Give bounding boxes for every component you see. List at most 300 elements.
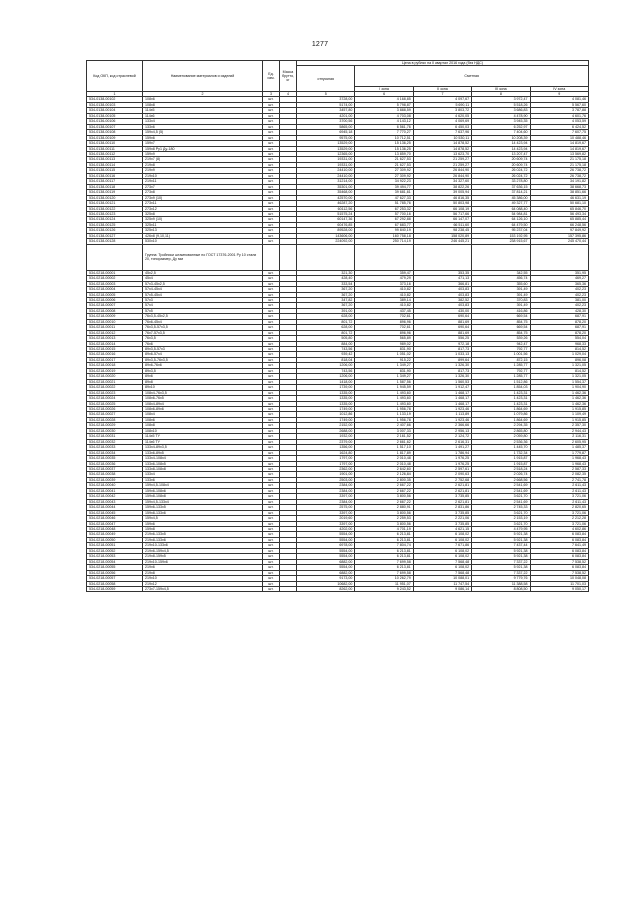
zone2-price-cell: 2 090,63: [413, 472, 471, 477]
unit-cell: шт.: [263, 445, 280, 450]
zone4-price-cell: 3 721,06: [530, 521, 588, 526]
unit-cell: шт.: [263, 450, 280, 455]
zone1-price-cell: 27 309,92: [355, 173, 413, 178]
zone2-price-cell: 1 976,25: [413, 456, 471, 461]
code-cell: 534-0218-00001: [87, 270, 143, 275]
unit-cell: шт.: [263, 336, 280, 341]
zone4-price-cell: 3 721,06: [530, 494, 588, 499]
zone3-price-cell: 3 621,70: [472, 494, 530, 499]
zone1-price-cell: 2 880,91: [355, 505, 413, 510]
zone4-price-cell: 1 968,43: [530, 456, 588, 461]
zone2-price-cell: 403,83: [413, 292, 471, 297]
zone2-price-cell: 690,64: [413, 314, 471, 319]
unit-cell: шт.: [263, 439, 280, 444]
unit-cell: шт.: [263, 102, 280, 107]
zone4-price-cell: 365,36: [530, 281, 588, 286]
code-cell: 534-0218-00012: [87, 330, 143, 335]
zone1-price-cell: 1 051,02: [355, 352, 413, 357]
zone2-price-cell: 14 878,52: [413, 146, 471, 151]
code-cell: 534-0218-00033: [87, 445, 143, 450]
zone1-price-cell: 2 407,66: [355, 423, 413, 428]
zone1-price-cell: 915,22: [355, 357, 413, 362]
zone3-price-cell: 391,49: [472, 292, 530, 297]
zone1-price-cell: 21 627,53: [355, 157, 413, 162]
zone2-price-cell: 14 878,52: [413, 141, 471, 146]
zone3-price-cell: 792,77: [472, 368, 530, 373]
release-price-cell: 8262,00: [297, 586, 355, 591]
unit-cell: шт.: [263, 537, 280, 542]
zone1-price-cell: 51 785,76: [355, 201, 413, 206]
zone1-price-cell: 1 945,59: [355, 385, 413, 390]
zone2-price-cell: 7 671,86: [413, 543, 471, 548]
zone4-price-cell: 1 968,43: [530, 461, 588, 466]
zone1-price-cell: 410,82: [355, 287, 413, 292]
zone1-price-cell: 7 699,58: [355, 570, 413, 575]
unit-cell: шт.: [263, 570, 280, 575]
unit-cell: шт.: [263, 401, 280, 406]
zone2-price-cell: 4 069,69: [413, 119, 471, 124]
zone3-price-cell: 5 921,38: [472, 554, 530, 559]
zone2-price-cell: 66 511,60: [413, 222, 471, 227]
zone2-price-cell: 4 620,05: [413, 113, 471, 118]
zone1-price-cell: 2 667,22: [355, 488, 413, 493]
zone1-price-cell: 6 561,76: [355, 124, 413, 129]
code-cell: 534-0218-00004: [87, 287, 143, 292]
zone1-price-cell: 1 817,89: [355, 450, 413, 455]
release-price-cell: 818,04: [297, 357, 355, 362]
zone2-price-cell: 11 747,54: [413, 581, 471, 586]
zone3-price-cell: 1 915,87: [472, 456, 530, 461]
code-cell: 534-0138-00120: [87, 195, 143, 200]
zone4-price-cell: 7 607,75: [530, 130, 588, 135]
release-price-cell: 1932,00: [297, 434, 355, 439]
zone4-price-cell: 381,00: [530, 297, 588, 302]
zone3-price-cell: 391,49: [472, 287, 530, 292]
unit-cell: шт.: [263, 428, 280, 433]
name-cell: 114x6: [143, 113, 263, 118]
zone2-price-cell: 403,83: [413, 287, 471, 292]
zone3-price-cell: 854,75: [472, 330, 530, 335]
name-cell: 219x8: [143, 162, 263, 167]
zone4-price-cell: 402,23: [530, 287, 588, 292]
name-cell: 76x7-57x3,5: [143, 330, 263, 335]
code-cell: 534-0138-00128: [87, 239, 143, 244]
zone2-price-cell: 972,18: [413, 341, 471, 346]
price-table-sheet: [86, 60, 589, 592]
name-cell: 89x6-57x4: [143, 352, 263, 357]
zone2-price-cell: 38 822,26: [413, 184, 471, 189]
price-table: [86, 60, 589, 592]
name-cell: 57x5: [143, 308, 263, 313]
zone4-price-cell: 878,20: [530, 330, 588, 335]
name-cell: 108x4: [143, 412, 263, 417]
zone4-price-cell: 245 470,44: [530, 239, 588, 244]
col-number: 3: [263, 92, 280, 97]
zone4-price-cell: 896,08: [530, 357, 588, 362]
zone2-price-cell: 690,64: [413, 325, 471, 330]
zone4-price-cell: 7 641,49: [530, 543, 588, 548]
zone1-price-cell: 6 213,81: [355, 548, 413, 553]
name-cell: 89x10: [143, 385, 263, 390]
zone3-price-cell: 355,60: [472, 281, 530, 286]
zone3-price-cell: 2 745,33: [472, 505, 530, 510]
code-cell: 534-0218-00015: [87, 347, 143, 352]
zone4-price-cell: 428,30: [530, 308, 588, 313]
unit-cell: шт.: [263, 297, 280, 302]
zone2-price-cell: 7 568,48: [413, 559, 471, 564]
unit-cell: шт.: [263, 303, 280, 308]
zone3-price-cell: 872,15: [472, 357, 530, 362]
unit-cell: шт.: [263, 510, 280, 515]
zone2-price-cell: 3 735,85: [413, 521, 471, 526]
zone4-price-cell: 6 083,84: [530, 554, 588, 559]
name-cell: 89x6: [143, 374, 263, 379]
release-price-cell: 1749,00: [297, 407, 355, 412]
name-cell: 108x6: [143, 97, 263, 102]
name-cell: 219x8-159x5: [143, 554, 263, 559]
name-cell: 108x4-89x4: [143, 401, 263, 406]
group-section: [87, 244, 589, 270]
unit-cell: шт.: [263, 157, 280, 162]
release-price-cell: 3397,00: [297, 510, 355, 515]
name-cell: 273x11: [143, 201, 263, 206]
release-price-cell: 391,00: [297, 308, 355, 313]
zone4-price-cell: 9 050,17: [530, 586, 588, 591]
zone4-price-cell: 1 904,90: [530, 385, 588, 390]
zone1-price-cell: 3 800,56: [355, 510, 413, 515]
zone2-price-cell: 50 803,98: [413, 201, 471, 206]
unit-cell: шт.: [263, 477, 280, 482]
release-price-cell: 367,20: [297, 287, 355, 292]
release-price-cell: 51575,24: [297, 211, 355, 216]
unit-cell: шт.: [263, 319, 280, 324]
zone1-price-cell: 1 349,27: [355, 374, 413, 379]
code-cell: 534-0218-00048: [87, 526, 143, 531]
zone4-price-cell: 7 538,52: [530, 559, 588, 564]
zone4-price-cell: 2 820,65: [530, 505, 588, 510]
name-cell: 108x6-89x6: [143, 407, 263, 412]
zone3-price-cell: 1 079,86: [472, 412, 530, 417]
name-cell: 76x6: [143, 341, 263, 346]
zone4-price-cell: 56 493,34: [530, 211, 588, 216]
zone3-price-cell: 11 388,58: [472, 581, 530, 586]
release-price-cell: 1206,00: [297, 363, 355, 368]
zone1-price-cell: 1 517,10: [355, 445, 413, 450]
zone2-price-cell: 5 690,11: [413, 102, 471, 107]
zone1-price-cell: 2 010,48: [355, 461, 413, 466]
zone1-price-cell: 39 494,77: [355, 184, 413, 189]
zone1-price-cell: 2 010,48: [355, 456, 413, 461]
release-price-cell: 42570,00: [297, 195, 355, 200]
zone4-price-cell: 687,91: [530, 314, 588, 319]
release-price-cell: 9173,00: [297, 576, 355, 581]
release-price-cell: 628,00: [297, 325, 355, 330]
unit-cell: шт.: [263, 195, 280, 200]
code-cell: 534-0218-00026: [87, 407, 143, 412]
unit-cell: шт.: [263, 141, 280, 146]
zone4-price-cell: 21 175,18: [530, 157, 588, 162]
name-cell: 45x4: [143, 276, 263, 281]
code-cell: 534-0138-00105: [87, 113, 143, 118]
zone2-price-cell: 9 086,14: [413, 586, 471, 591]
name-cell: 273x12: [143, 206, 263, 211]
name-cell: 219x11: [143, 179, 263, 184]
zone2-price-cell: 39 005,94: [413, 190, 471, 195]
name-cell: 219x7 (8): [143, 157, 263, 162]
zone3-price-cell: 5 921,38: [472, 548, 530, 553]
zone4-price-cell: 10 488,46: [530, 135, 588, 140]
zone3-price-cell: 64 126,10: [472, 217, 530, 222]
zone3-price-cell: 20 609,74: [472, 162, 530, 167]
zone3-price-cell: 8 808,50: [472, 586, 530, 591]
zone1-price-cell: 565,89: [355, 336, 413, 341]
zone4-price-cell: 6 083,84: [530, 548, 588, 553]
zone3-price-cell: 7 337,22: [472, 570, 530, 575]
release-price-cell: 1335,00: [297, 396, 355, 401]
release-price-cell: 5865,00: [297, 124, 355, 129]
unit-cell: шт.: [263, 368, 280, 373]
name-cell: 76x6-45x4: [143, 319, 263, 324]
table-row: [87, 195, 589, 200]
name-cell: 159x8: [143, 526, 263, 531]
unit-cell: шт.: [263, 173, 280, 178]
zone4-price-cell: 1 109,49: [530, 412, 588, 417]
group-empty-cell: [280, 244, 297, 270]
name-cell: 219x6: [143, 565, 263, 570]
header-unit: Ед. изм.: [263, 61, 280, 92]
zone1-price-cell: 13 859,70: [355, 151, 413, 156]
zone2-price-cell: 2 621,81: [413, 483, 471, 488]
zone3-price-cell: 342,55: [472, 270, 530, 275]
name-cell: 159x7: [143, 141, 263, 146]
zone4-price-cell: 5 567,60: [530, 102, 588, 107]
zone1-price-cell: 1 956,78: [355, 417, 413, 422]
zone2-price-cell: 158 020,89: [413, 233, 471, 238]
zone3-price-cell: 26 024,72: [472, 173, 530, 178]
col-number: 6: [355, 92, 413, 97]
code-cell: 534-0138-00111: [87, 146, 143, 151]
name-cell: 76x3,5-45x2,5: [143, 314, 263, 319]
name-cell: 325x13: [143, 228, 263, 233]
unit-cell: шт.: [263, 308, 280, 313]
header-zone-2: II зона: [413, 86, 471, 91]
code-cell: 534-0218-00027: [87, 412, 143, 417]
name-cell: 219x12: [143, 581, 263, 586]
header-estimate: Сметная: [355, 66, 589, 87]
unit-cell: шт.: [263, 423, 280, 428]
release-price-cell: 1901,00: [297, 472, 355, 477]
zone3-price-cell: 1 001,56: [472, 352, 530, 357]
release-price-cell: 428,40: [297, 276, 355, 281]
name-cell: 114x6 TY: [143, 439, 263, 444]
release-price-cell: 6882,00: [297, 559, 355, 564]
release-price-cell: 367,20: [297, 303, 355, 308]
zone2-price-cell: 10 088,01: [413, 576, 471, 581]
release-price-cell: 505,80: [297, 336, 355, 341]
release-price-cell: 5554,00: [297, 554, 355, 559]
unit-cell: шт.: [263, 417, 280, 422]
release-price-cell: 12365,00: [297, 151, 355, 156]
release-price-cell: 884,00: [297, 341, 355, 346]
release-price-cell: 4202,00: [297, 526, 355, 531]
zone3-price-cell: 3 972,47: [472, 97, 530, 102]
name-cell: 57x5-45x4: [143, 292, 263, 297]
zone2-price-cell: 7 637,96: [413, 130, 471, 135]
release-price-cell: 19331,00: [297, 157, 355, 162]
zone1-price-cell: 831,90: [355, 368, 413, 373]
zone4-price-cell: 38 668,73: [530, 184, 588, 189]
name-cell: 57x4-45x4: [143, 287, 263, 292]
code-cell: 534-0218-00003: [87, 281, 143, 286]
zone3-price-cell: 13 207,47: [472, 151, 530, 156]
header-name: Наименование материалов и изделий: [143, 61, 263, 92]
zone2-price-cell: 6 108,02: [413, 554, 471, 559]
zone4-price-cell: 1 462,36: [530, 401, 588, 406]
release-price-cell: 5554,00: [297, 565, 355, 570]
zone4-price-cell: 687,91: [530, 325, 588, 330]
name-cell: 133x4-108x4: [143, 456, 263, 461]
release-price-cell: 2575,00: [297, 505, 355, 510]
code-cell: 534-0218-00030: [87, 428, 143, 433]
zone2-price-cell: 13 623,70: [413, 151, 471, 156]
zone4-price-cell: 2 611,43: [530, 483, 588, 488]
unit-cell: шт.: [263, 461, 280, 466]
code-cell: 534-0218-00039: [87, 477, 143, 482]
unit-cell: шт.: [263, 270, 280, 275]
release-price-cell: 367,20: [297, 292, 355, 297]
zone4-price-cell: 2 357,30: [530, 423, 588, 428]
zone2-price-cell: 2 124,72: [413, 434, 471, 439]
zone2-price-cell: 403,83: [413, 303, 471, 308]
code-cell: 534-0218-00037: [87, 467, 143, 472]
unit-cell: шт.: [263, 521, 280, 526]
release-price-cell: 1356,00: [297, 445, 355, 450]
name-cell: 89x3,5-76x3,5: [143, 357, 263, 362]
zone4-price-cell: 878,20: [530, 319, 588, 324]
zone4-price-cell: 3 787,88: [530, 108, 588, 113]
zone4-price-cell: 3 721,06: [530, 510, 588, 515]
zone3-price-cell: 5 518,26: [472, 102, 530, 107]
release-price-cell: 60147,36: [297, 217, 355, 222]
release-price-cell: 143606,00: [297, 233, 355, 238]
zone4-price-cell: 2 212,28: [530, 516, 588, 521]
group-empty-cell: [472, 244, 530, 270]
unit-cell: шт.: [263, 407, 280, 412]
zone2-price-cell: 56 717,66: [413, 211, 471, 216]
zone1-price-cell: 250 714,19: [355, 239, 413, 244]
release-price-cell: 1335,00: [297, 390, 355, 395]
release-price-cell: 31214,00: [297, 179, 355, 184]
unit-cell: шт.: [263, 146, 280, 151]
zone2-price-cell: 382,52: [413, 297, 471, 302]
zone1-price-cell: 2 667,22: [355, 483, 413, 488]
zone4-price-cell: 13 569,82: [530, 151, 588, 156]
unit-cell: шт.: [263, 543, 280, 548]
zone1-price-cell: 3 800,56: [355, 494, 413, 499]
zone3-price-cell: 1 423,31: [472, 401, 530, 406]
zone3-price-cell: 5 921,38: [472, 565, 530, 570]
zone3-price-cell: 7 337,22: [472, 559, 530, 564]
table-body-before: [87, 97, 589, 244]
zone2-price-cell: 4 097,67: [413, 97, 471, 102]
code-cell: 534-0218-00040: [87, 483, 143, 488]
code-cell: 534-0218-00024: [87, 396, 143, 401]
name-cell: 57x3: [143, 297, 263, 302]
col-number: 8: [472, 92, 530, 97]
zone4-price-cell: 7 538,52: [530, 570, 588, 575]
zone3-price-cell: 20 609,74: [472, 157, 530, 162]
release-price-cell: 1739,00: [297, 385, 355, 390]
code-cell: 534-0138-00121: [87, 201, 143, 206]
zone1-price-cell: 702,61: [355, 314, 413, 319]
code-cell: 534-0218-00053: [87, 554, 143, 559]
zone2-price-cell: 2 366,66: [413, 423, 471, 428]
zone3-price-cell: 95 237,04: [472, 228, 530, 233]
release-price-cell: 1418,00: [297, 379, 355, 384]
zone1-price-cell: 27 309,92: [355, 168, 413, 173]
zone4-price-cell: 21 175,18: [530, 162, 588, 167]
zone3-price-cell: 1 423,31: [472, 390, 530, 395]
zone4-price-cell: 402,23: [530, 303, 588, 308]
code-cell: 534-0218-00059: [87, 586, 143, 591]
zone1-price-cell: 2 800,35: [355, 477, 413, 482]
zone1-price-cell: 47 627,33: [355, 195, 413, 200]
zone1-price-cell: 21 627,53: [355, 162, 413, 167]
zone3-price-cell: 669,54: [472, 314, 530, 319]
zone1-price-cell: 1 956,78: [355, 407, 413, 412]
zone4-price-cell: 50 681,10: [530, 201, 588, 206]
unit-cell: шт.: [263, 201, 280, 206]
unit-cell: шт.: [263, 211, 280, 216]
zone2-price-cell: 1 976,25: [413, 461, 471, 466]
zone1-price-cell: 3 007,33: [355, 428, 413, 433]
name-cell: 159x6: [143, 135, 263, 140]
release-price-cell: 743,56: [297, 368, 355, 373]
release-price-cell: 2384,00: [297, 488, 355, 493]
release-price-cell: 60112,56: [297, 206, 355, 211]
zone3-price-cell: 7 437,44: [472, 543, 530, 548]
unit-cell: шт.: [263, 162, 280, 167]
name-cell: 57x3-45x2,5: [143, 281, 263, 286]
code-cell: 534-0218-00034: [87, 450, 143, 455]
zone2-price-cell: 6 450,03: [413, 124, 471, 129]
zone2-price-cell: 3 735,85: [413, 494, 471, 499]
code-cell: 534-0218-00007: [87, 303, 143, 308]
zone3-price-cell: 14 423,94: [472, 146, 530, 151]
zone4-price-cell: 4 602,86: [530, 526, 588, 531]
zone3-price-cell: 26 024,72: [472, 168, 530, 173]
name-cell: 114x5 TY: [143, 434, 263, 439]
release-price-cell: 24410,00: [297, 173, 355, 178]
release-price-cell: 10682,00: [297, 581, 355, 586]
zone3-price-cell: 49 327,77: [472, 201, 530, 206]
zone4-price-cell: 1 779,87: [530, 450, 588, 455]
name-cell: 89x6-76x6: [143, 363, 263, 368]
code-cell: 534-0138-00119: [87, 190, 143, 195]
code-cell: 534-0218-00045: [87, 510, 143, 515]
group-empty-cell: [297, 244, 355, 270]
name-cell: 108x8: [143, 102, 263, 107]
zone3-price-cell: 3 945,35: [472, 119, 530, 124]
zone1-price-cell: 1 349,27: [355, 363, 413, 368]
zone4-price-cell: 65 846,70: [530, 206, 588, 211]
unit-cell: шт.: [263, 341, 280, 346]
code-cell: 534-0218-00019: [87, 368, 143, 373]
name-cell: 219x8: [143, 570, 263, 575]
zone2-price-cell: 471,13: [413, 276, 471, 281]
unit-cell: шт.: [263, 357, 280, 362]
unit-cell: шт.: [263, 559, 280, 564]
